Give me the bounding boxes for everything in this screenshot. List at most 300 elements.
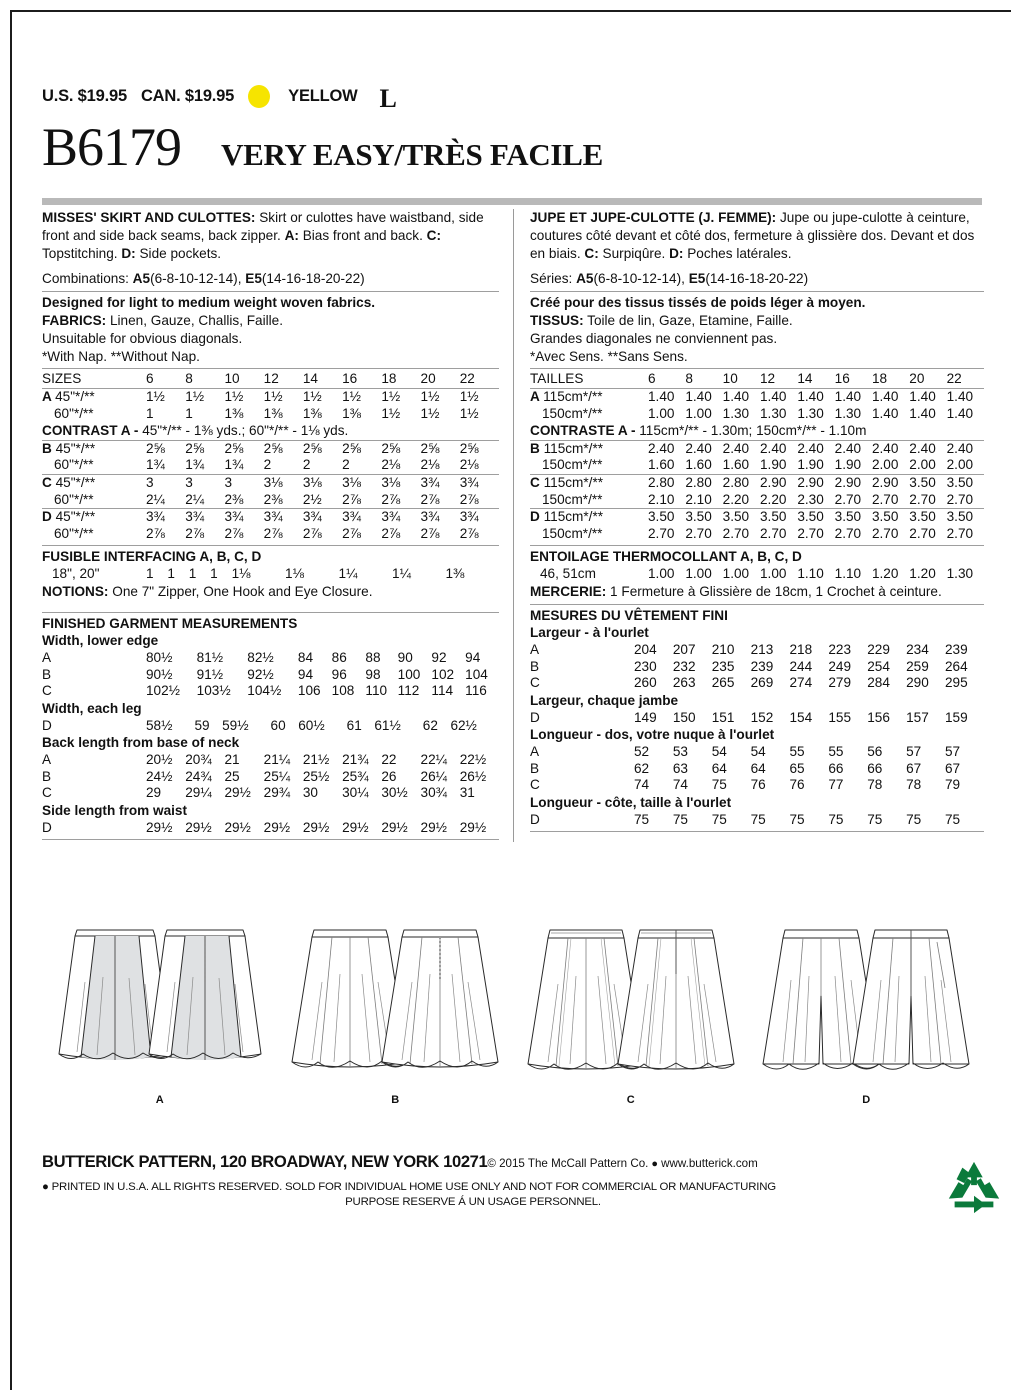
cell: 2.70 [648, 525, 675, 541]
cell: 155 [828, 709, 852, 725]
envelope-header [42, 84, 982, 177]
cell: 2⅞ [420, 491, 440, 507]
cell: 3¾ [342, 509, 381, 526]
cell: 104½ [247, 683, 282, 699]
cell: 29½ [146, 819, 173, 835]
cell: 1.00 [685, 405, 712, 421]
cell: 3 [185, 475, 224, 492]
english-combinations-label: Combinations: [42, 271, 133, 287]
illustration-view-b [290, 912, 500, 1106]
cell: 269 [750, 675, 774, 691]
english-view-d-text: Side pockets. [135, 245, 222, 261]
cell: 2⅞ [381, 525, 401, 541]
cell: 55 [789, 744, 805, 760]
yellow-dot-icon [248, 85, 270, 108]
english-yardage-table [42, 371, 499, 422]
cell: 59½ [222, 717, 249, 733]
cell: 235 [711, 658, 735, 674]
rule [530, 545, 984, 546]
cell: 22 [381, 752, 397, 768]
size-col: 8 [685, 371, 693, 387]
size-col: 22 [946, 371, 962, 387]
table-row [530, 744, 984, 761]
cell: 102 [431, 666, 455, 682]
fgm-table [530, 744, 984, 794]
cell: 1 [167, 566, 175, 582]
cell: 67 [906, 760, 922, 776]
cell: 29¾ [263, 785, 291, 801]
fgm-row-label: D [42, 717, 52, 733]
cell: 59 [194, 717, 210, 733]
cell: 90 [397, 650, 413, 666]
english-garment-description [42, 209, 499, 262]
cell: 3.50 [947, 509, 984, 526]
cell: 3.50 [909, 509, 946, 526]
rule [530, 831, 984, 832]
footer-copyright: © 2015 The McCall Pattern Co. [487, 1157, 649, 1170]
cell: 102½ [146, 683, 181, 699]
cell: 22¼ [420, 752, 447, 768]
cell: 152 [750, 709, 774, 725]
cell: 1½ [224, 388, 263, 405]
footer-purpose-line: PURPOSE RESERVE Á UN USAGE PERSONNEL. [345, 1196, 601, 1208]
french-view-c-text: Surpiqûre. [598, 245, 670, 261]
cell: 64 [711, 760, 727, 776]
table-row [42, 440, 499, 457]
cell: 29½ [459, 819, 487, 835]
yardage-row-label: 60"*/** [54, 457, 94, 473]
cell: 2.00 [909, 457, 936, 473]
cell: 1.00 [759, 566, 787, 582]
cell: 2.40 [947, 440, 984, 457]
french-view-d-label: D: [669, 245, 684, 261]
cell: 25¾ [342, 768, 369, 784]
cell: 1.30 [759, 405, 787, 421]
french-contrast [530, 422, 984, 440]
illustration-view-c [526, 912, 736, 1106]
english-view-a-label: A: [284, 227, 299, 243]
size-col: 12 [263, 371, 279, 387]
size-col: 8 [185, 371, 193, 387]
table-row [530, 761, 984, 778]
cell: 26¼ [420, 768, 447, 784]
cell: 1.40 [685, 388, 722, 405]
cell: 2.20 [722, 491, 750, 507]
table-row [42, 388, 499, 405]
recycle-icon [943, 1156, 1005, 1218]
cell: 2.90 [835, 475, 872, 492]
cell: 1.40 [947, 388, 984, 405]
cell: 66 [867, 760, 883, 776]
cell: 154 [789, 709, 813, 725]
cell: 26½ [459, 768, 487, 784]
cell: 2.80 [685, 475, 722, 492]
size-letter: L [379, 84, 397, 114]
cell: 2⅝ [381, 440, 420, 457]
cell: 1⅜ [224, 405, 244, 421]
french-combo-a5: A5 [576, 271, 594, 287]
yardage-row-label: D 115cm*/** [530, 509, 648, 526]
rule [42, 839, 499, 840]
fgm-table [42, 752, 499, 802]
cell: 2.70 [946, 491, 974, 507]
cell: 3¾ [224, 509, 263, 526]
footer-rights-row [42, 1181, 984, 1193]
fgm-table [530, 710, 984, 727]
fgm-row-label: B [530, 658, 540, 674]
fgm-group-title: Largeur - à l'ourlet [530, 625, 649, 641]
pattern-envelope-back [10, 10, 1011, 1390]
cell: 21½ [302, 752, 330, 768]
fgm-row-label: C [530, 777, 540, 793]
french-desc-text: Jupe ou jupe-culotte à ceinture, coutures côté devant et côté dos, fermeture à glissière dos. Devant et dos en biais. [530, 210, 975, 261]
french-garment-title: JUPE ET JUPE-CULOTTE (J. FEMME): [530, 210, 777, 225]
english-fgm-header: FINISHED GARMENT MEASUREMENTS [42, 615, 298, 631]
french-fabrics-text: Toile de lin, Gaze, Etamine, Faille. [583, 312, 793, 328]
fgm-row-label: C [530, 675, 540, 691]
cell: 213 [750, 642, 774, 658]
cell: 1.40 [946, 405, 974, 421]
cell: 30½ [381, 785, 408, 801]
cell: 2⅝ [460, 440, 499, 457]
cell: 1.40 [909, 405, 936, 421]
fgm-group-title: Side length from waist [42, 802, 188, 818]
size-col: 18 [381, 371, 397, 387]
cell: 1½ [421, 388, 460, 405]
table-row [42, 752, 499, 769]
french-interfacing-header: ENTOILAGE THERMOCOLLANT A, B, C, D [530, 549, 802, 565]
cell: 75 [867, 811, 883, 827]
size-col: 14 [797, 371, 813, 387]
cell: 29½ [381, 819, 408, 835]
table-row [530, 526, 984, 543]
cell: 29½ [185, 819, 212, 835]
cell: 74 [672, 777, 688, 793]
cell: 1¾ [224, 457, 244, 473]
cell: 63 [672, 760, 688, 776]
fgm-group-title: Width, each leg [42, 700, 142, 716]
fgm-table [530, 642, 984, 692]
cell: 2⅝ [342, 440, 381, 457]
rule [42, 612, 499, 613]
cell: 1.20 [909, 566, 936, 582]
cell: 2¼ [185, 491, 205, 507]
content-columns [42, 209, 984, 842]
cell: 92 [431, 650, 447, 666]
french-contrast-label: CONTRASTE A - [530, 423, 640, 439]
cell: 230 [634, 658, 657, 674]
cell: 3.50 [835, 509, 872, 526]
cell: 1½ [303, 388, 342, 405]
table-row-sizes [42, 371, 499, 388]
french-fabrics [530, 312, 984, 330]
cell: 2.20 [759, 491, 787, 507]
french-column [513, 209, 984, 842]
cell: 21 [224, 752, 240, 768]
french-fgm-groups [530, 624, 984, 828]
cell: 2⅝ [185, 440, 224, 457]
fgm-row-label: B [42, 768, 52, 784]
cell: 1⅜ [263, 405, 283, 421]
cell: 2.40 [723, 440, 760, 457]
cell: 24½ [146, 768, 173, 784]
cell: 3⅛ [303, 475, 342, 492]
french-combo-e5-sizes: (14-16-18-20-22) [705, 271, 809, 287]
size-col: 16 [342, 371, 358, 387]
cell: 274 [789, 675, 813, 691]
yardage-row-label: 150cm*/** [542, 457, 603, 473]
cell: 151 [711, 709, 735, 725]
cell: 2⅛ [420, 457, 440, 473]
cell: 2.90 [797, 475, 834, 492]
french-combo-a5-sizes: (6-8-10-12-14), [593, 271, 689, 287]
cell: 25¼ [263, 768, 291, 784]
table-row [42, 566, 499, 583]
english-interfacing-header: FUSIBLE INTERFACING A, B, C, D [42, 549, 262, 565]
cell: 1⅛ [231, 566, 251, 582]
cell: 1.60 [685, 457, 712, 473]
yardage-row-label: B 45"*/** [42, 440, 146, 457]
cell: 2⅛ [381, 457, 401, 473]
table-row [530, 659, 984, 676]
cell: 21¾ [342, 752, 369, 768]
cell: 2.40 [760, 440, 797, 457]
cell: 1⅜ [302, 405, 322, 421]
yardage-row-label: 150cm*/** [542, 405, 603, 421]
cell: 2.90 [872, 475, 909, 492]
cell: 100 [397, 666, 421, 682]
cell: 1 [185, 405, 193, 421]
cell: 3¾ [421, 509, 460, 526]
cell: 88 [365, 650, 381, 666]
view-letter: A [42, 388, 56, 404]
rule [42, 291, 499, 292]
size-col: 14 [302, 371, 318, 387]
cell: 2⅞ [381, 491, 401, 507]
cell: 3.50 [797, 509, 834, 526]
cell: 2.40 [909, 440, 946, 457]
rule [42, 368, 499, 369]
cell: 1.40 [871, 405, 899, 421]
cell: 2¼ [146, 491, 165, 507]
table-row [530, 675, 984, 692]
cell: 2⅞ [459, 491, 479, 507]
table-row [530, 642, 984, 659]
cell: 2.70 [946, 525, 974, 541]
cell: 29¼ [185, 785, 212, 801]
cell: 1.40 [760, 388, 797, 405]
cell: 94 [465, 650, 481, 666]
fgm-row-label: A [530, 642, 540, 658]
table-row-sizes [530, 371, 984, 388]
french-yardage-rows-a [530, 388, 984, 422]
cell: 2.70 [871, 491, 899, 507]
cell: 2.00 [871, 457, 899, 473]
yardage-row-label: B 115cm*/** [530, 440, 648, 457]
fgm-table [42, 820, 499, 837]
yardage-row-label: 150cm*/** [542, 525, 603, 541]
french-notions-label: MERCERIE: [530, 583, 607, 599]
cell: 244 [789, 658, 813, 674]
cell: 1.90 [759, 457, 787, 473]
cell: 260 [634, 675, 657, 691]
price-us: U.S. $19.95 [42, 86, 127, 105]
cell: 2.70 [871, 525, 899, 541]
table-row [530, 812, 984, 829]
view-letter: B [530, 440, 544, 456]
yardage-row-label: 150cm*/** [542, 491, 603, 507]
cell: 2.80 [723, 475, 760, 492]
cell: 1 [146, 405, 154, 421]
cell: 1½ [420, 405, 440, 421]
cell: 1 [210, 566, 218, 582]
cell: 2⅝ [421, 440, 460, 457]
cell: 29½ [342, 819, 369, 835]
cell: 3¾ [460, 475, 499, 492]
cell: 1½ [381, 405, 401, 421]
fgm-row-label: D [530, 709, 540, 725]
cell: 1.40 [835, 388, 872, 405]
cell: 2 [342, 457, 350, 473]
cell: 31 [459, 785, 475, 801]
cell: 2⅝ [303, 440, 342, 457]
cell: 3⅛ [342, 475, 381, 492]
cell: 239 [750, 658, 774, 674]
cell: 2½ [302, 491, 322, 507]
cell: 234 [906, 642, 929, 658]
cell: 75 [750, 811, 766, 827]
cell: 1.40 [909, 388, 946, 405]
cell: 254 [867, 658, 890, 674]
fgm-group-title: Largeur, chaque jambe [530, 692, 679, 708]
cell: 2 [302, 457, 311, 473]
cell: 29½ [224, 819, 251, 835]
bullet-icon: ● [42, 1181, 52, 1193]
cell: 2⅞ [263, 525, 283, 541]
english-fabrics [42, 312, 499, 330]
cell: 1½ [185, 388, 224, 405]
english-garment-title: MISSES' SKIRT AND CULOTTES: [42, 210, 256, 225]
cell: 3.50 [872, 509, 909, 526]
cell: 284 [867, 675, 890, 691]
cell: 264 [945, 658, 968, 674]
table-row [530, 492, 984, 509]
cell: 1.40 [872, 388, 909, 405]
cell: 1.00 [648, 566, 675, 582]
cell: 22½ [459, 752, 487, 768]
cell: 2⅞ [224, 525, 244, 541]
cell: 1⅜ [342, 405, 361, 421]
cell: 116 [465, 683, 487, 699]
footer-website[interactable]: www.butterick.com [661, 1157, 758, 1170]
cell: 1½ [459, 405, 479, 421]
view-letter: D [530, 509, 544, 525]
cell: 1 [146, 566, 154, 582]
fgm-row-label: A [42, 752, 52, 768]
cell: 21¼ [263, 752, 291, 768]
skirt-view-b-drawing [290, 912, 500, 1097]
english-combo-a5-sizes: (6-8-10-12-14), [150, 271, 246, 287]
view-letter: B [42, 440, 56, 456]
cell: 157 [906, 709, 929, 725]
envelope-footer [42, 1152, 984, 1208]
rule [530, 604, 984, 605]
cell: 1⅛ [285, 566, 304, 582]
rule [530, 291, 984, 292]
cell: 2 [263, 457, 272, 473]
cell: 204 [634, 642, 657, 658]
cell: 1½ [146, 388, 185, 405]
cell: 2⅞ [420, 525, 440, 541]
cell: 3¾ [460, 509, 499, 526]
size-col: 6 [648, 371, 656, 387]
english-combo-e5-sizes: (14-16-18-20-22) [261, 271, 365, 287]
illustration-caption: D [862, 1094, 871, 1106]
cell: 84 [297, 650, 314, 666]
cell: 2.30 [797, 491, 824, 507]
culottes-view-d-drawing [761, 912, 971, 1097]
garment-illustrations [42, 912, 984, 1142]
table-row [530, 509, 984, 526]
cell: 1 [188, 566, 197, 582]
french-contrast-text: 115cm*/** - 1.30m; 150cm*/** - 1.10m [639, 423, 867, 439]
cell: 90½ [146, 666, 173, 682]
cell: 1.40 [648, 388, 685, 405]
cell: 1.60 [648, 457, 675, 473]
english-fabrics-label: FABRICS: [42, 312, 107, 328]
cell: 3.50 [723, 509, 760, 526]
cell: 92½ [247, 666, 274, 682]
cell: 81½ [196, 650, 224, 666]
english-yardage-table-bcd [42, 440, 499, 542]
cell: 1.30 [722, 405, 750, 421]
cell: 75 [711, 811, 727, 827]
cell: 2⅝ [146, 440, 185, 457]
cell: 1.00 [648, 405, 675, 421]
cell: 3.50 [909, 475, 946, 492]
english-view-c-label: C: [426, 227, 441, 243]
cell: 62 [634, 760, 650, 776]
table-row [42, 667, 499, 684]
fgm-row-label: D [530, 811, 540, 827]
cell: 2⅜ [224, 491, 244, 507]
illustration-view-d [761, 912, 971, 1106]
cell: 159 [945, 709, 968, 725]
table-row [42, 650, 499, 667]
cell: 2.40 [648, 440, 685, 457]
cell: 218 [789, 642, 813, 658]
cell: 149 [634, 709, 657, 725]
cell: 2⅞ [185, 525, 205, 541]
table-row [42, 769, 499, 786]
cell: 2⅛ [459, 457, 479, 473]
cell: 1½ [460, 388, 499, 405]
english-contrast-text: 45"*/** - 1⅜ yds.; 60"*/** - 1⅛ yds. [142, 423, 349, 439]
cell: 1.10 [797, 566, 824, 582]
illustration-view-a [55, 912, 265, 1106]
cell: 3¾ [381, 509, 420, 526]
cell: 3⅛ [381, 475, 420, 492]
table-row [42, 683, 499, 700]
cell: 259 [906, 658, 929, 674]
footer-company-row [42, 1152, 984, 1172]
fgm-row-label: C [42, 785, 52, 801]
cell: 1⅜ [445, 566, 465, 582]
english-fgm-groups [42, 632, 499, 836]
table-row [530, 388, 984, 405]
cell: 207 [672, 642, 696, 658]
fgm-table [42, 718, 499, 735]
